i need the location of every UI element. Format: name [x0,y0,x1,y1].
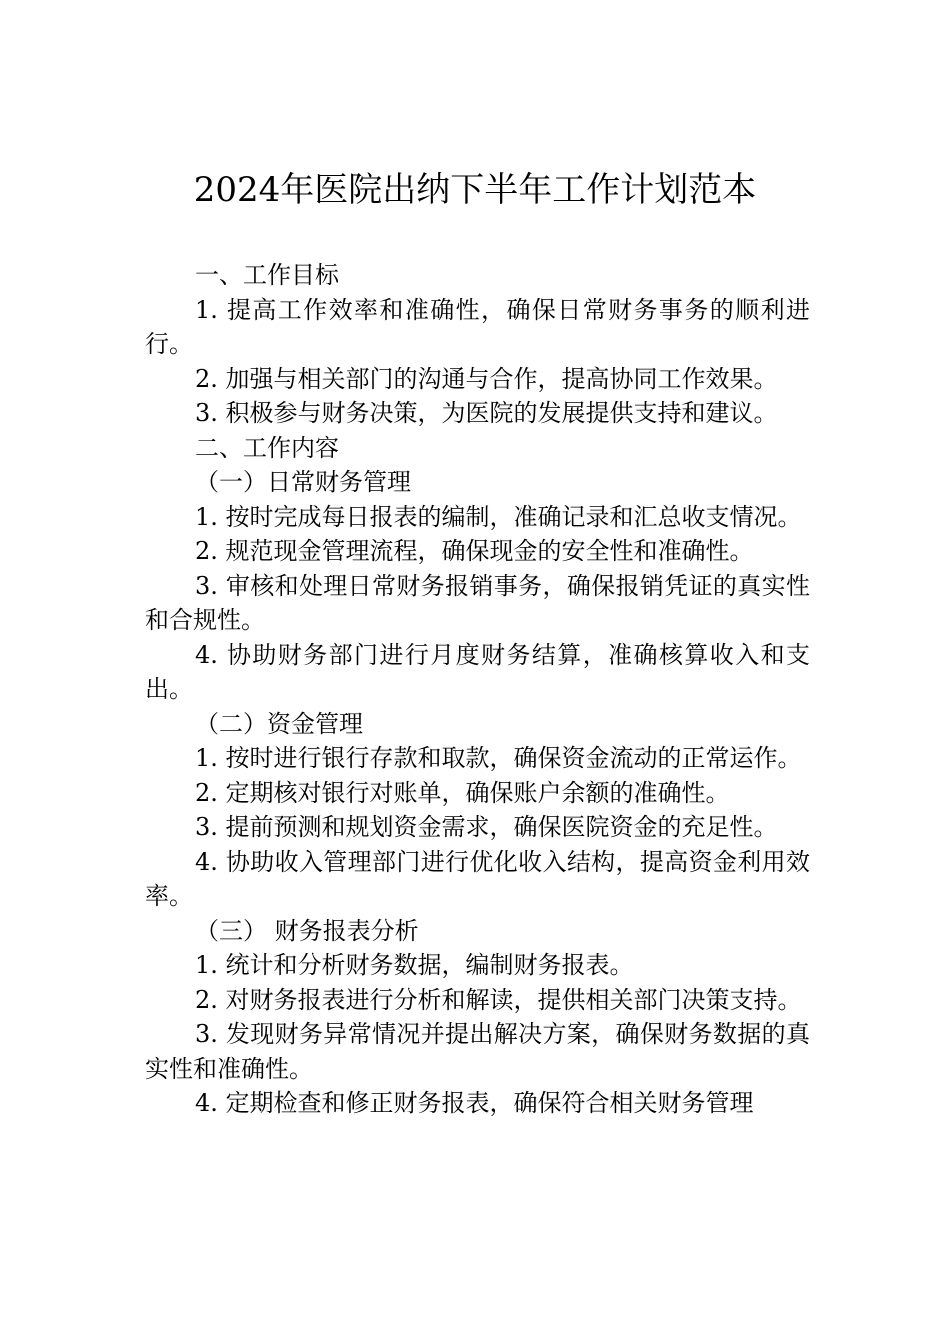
list-item: 3. 提前预测和规划资金需求，确保医院资金的充足性。 [195,813,778,841]
list-item: 1. 按时完成每日报表的编制，准确记录和汇总收支情况。 [195,502,802,531]
subsection-heading: （一）日常财务管理 [195,468,411,496]
document-body [145,258,810,1121]
list-item: 3. 发现财务异常情况并提出解决方案，确保财务数据的真实性和准确性。 [145,1020,810,1083]
subsection-heading: （三） 财务报表分析 [195,916,419,945]
list-item: 3. 积极参与财务决策，为医院的发展提供支持和建议。 [195,399,778,427]
subsection-heading: （二）资金管理 [195,709,363,738]
section-heading: 一、工作目标 [195,261,339,289]
list-item: 4. 协助财务部门进行月度财务结算，准确核算收入和支出。 [145,640,810,703]
document-title: 2024年医院出纳下半年工作计划范本 [193,170,757,210]
list-item: 2. 规范现金管理流程，确保现金的安全性和准确性。 [195,537,754,565]
list-item: 4. 定期检查和修正财务报表，确保符合相关财务管理 [195,1089,754,1117]
list-item: 4. 协助收入管理部门进行优化收入结构，提高资金利用效率。 [145,847,810,910]
list-item: 2. 对财务报表进行分析和解读，提供相关部门决策支持。 [195,985,802,1014]
list-item: 1. 提高工作效率和准确性，确保日常财务事务的顺利进行。 [145,295,810,358]
list-item: 2. 定期核对银行对账单，确保账户余额的准确性。 [195,778,730,807]
list-item: 1. 统计和分析财务数据，编制财务报表。 [195,951,634,979]
list-item: 2. 加强与相关部门的沟通与合作，提高协同工作效果。 [195,364,778,393]
section-heading: 二、工作内容 [195,433,339,462]
list-item: 1. 按时进行银行存款和取款，确保资金流动的正常运作。 [195,744,802,772]
list-item: 3. 审核和处理日常财务报销事务，确保报销凭证的真实性和合规性。 [145,571,810,634]
